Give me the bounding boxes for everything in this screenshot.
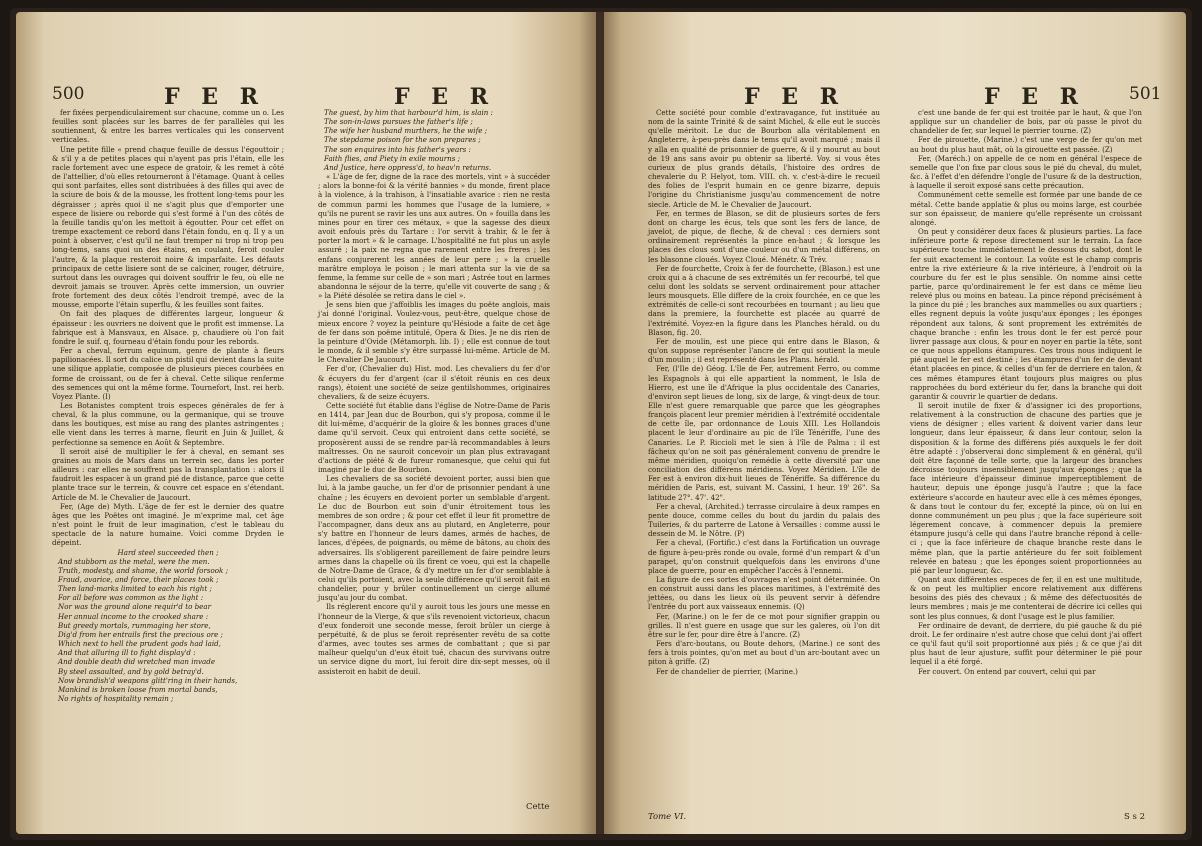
paragraph: Quant aux différentes especes de fer, il en est une multitude, & on peut les multiplier encore relativement aux différens besoins des piés des chevaux ; & même des défectuosités de leurs membres ; mais je me contenterai de décrire ici celles qui sont les plus connues, & dont l'usage est le plus familier. (910, 574, 1142, 621)
paragraph: Fer a cheval, (Archited.) terrasse circulaire à deux rampes en pente douce, comme celles du bout du jardin du palais des Tuileries, & du parterre de Latone à Versailles : comme aussi le dessein de M. le Nôtre. (P) (648, 501, 880, 539)
verse-line: The guest, by him that harbour'd him, is slain : (324, 108, 494, 117)
paragraph: Fer de fourchette, Croix à fer de fourchette, (Blason.) est une croix qui a à chacune de ses extrémités un fer recourbé, tel que celui dont les soldats se servent ordinairement pour attacher leurs mousquets. Elle differe de la croix fourchée, en ce que les extrémités de celle-ci sont recourbées en tournant ; au lieu que dans la premiere, la fourchette est placée au quarré de l'extrémité. Voyez-en la figure dans les Planches hérald. ou du Blason, fig. 20. (648, 263, 880, 337)
paragraph: Il seroit aisé de multiplier le fer à cheval, en semant ses graines au mois de Mars dans un terrein sec, dans les porter ailleurs : car elles ne souffrent pas la transplantation : alors il faudroit les espacer à un grand pié de distance, parce que cette plante trace sur le terrein, & couvre cet espace en s'étendant. Article de M. le Chevalier de Jaucourt. (52, 446, 284, 502)
paragraph: Fer couvert. On entend par couvert, celui qui par (918, 666, 1096, 676)
paragraph: Ils réglerent encore qu'il y auroit tous les jours une messe en l'honneur de la Vierge, & que s'ils revenoient victorieux, chacun d'eux fonderoit une seconde messe, feroit brûler un cierge à perpétuité, & de plus se feroit représenter revêtu de sa cotte d'armes, avec toutes ses armes de combattant ; que si par malheur quelqu'un d'eux étoit tué, chacun des survivans outre un service digne du mort, lui feroit dire dix-sept messes, où il assisteroit en habit de deuil. (318, 602, 550, 676)
paragraph: fer fixées perpendiculairement sur chacune, comme un o. Les feuilles sont placées sur les barres de fer parallèles qui les soutiennent, & entre les barres verticales qui les conservent verticales. (52, 108, 284, 145)
paragraph: c'est une bande de fer qui est troitée par le haut, & que l'on applique sur un chandelier de bois, par où passe le pivot du chandelier de fer, sur lequel le pierrier tourne. (Z) (910, 108, 1142, 136)
paragraph: On fait des plaques de différentes largeur, longueur & épaisseur : les ouvriers ne doivent que le profit est immense. La fabrique est à Mansvaux, en Alsace. p, chaudiere où l'on fait fondre le suif. q, fourneau d'étain fondu pour les rebords. (52, 309, 284, 346)
right-running-head-1: F E R (744, 84, 845, 110)
paragraph: Les chevaliers de sa société devoient porter, aussi bien que lui, à la jambe gauche, un fer d'or de prisonnier pendant à une chaîne ; les écuyers en devoient porter un semblable d'argent. Le duc de Bourbon eut soin d'unir étroitement tous les membres de son ordre ; & pour cet effet il leur fit promettre de l'accompagner, dans deux ans au plutard, en Angleterre, pour s'y battre en l'honneur de leurs dames, armés de haches, de lances, d'épées, de poignards, ou même de bâtons, au choix des adversaires. Ils s'obligerent pareillement de faire peindre leurs armes dans la chapelle où ils firent ce voeu, qui est la chapelle de Notre-Dame de Grace, & d'y mettre un fer d'or semblable à celui qu'ils portoient, avec la seule différence qu'il seroit fait en chandelier, pour y brûler continuellement un cierge allumé jusqu'au jour du combat. (318, 474, 550, 603)
verse-line: No rights of hospitality remain ; (58, 694, 174, 703)
right-page-number: 501 (1129, 84, 1162, 104)
verse-line: Now brandish'd weapons glitt'ring in their hands, (58, 675, 238, 685)
left-page-number: 500 (52, 84, 85, 104)
paragraph: Fers d'arc-boutans, ou Boute dehors, (Marine.) ce sont des fers à trois pointes, qu'on met au bout d'un arc-boutant avec un piton à griffe. (Z) (648, 639, 880, 667)
paragraph: Fer, (Marine.) on le fer de ce mot pour signifier grappin ou grilles. Il n'est guere en usage que sur les galeres, où l'on dit être sur le fer, pour dire être à l'ancre. (Z) (648, 611, 880, 639)
right-page (604, 12, 1186, 834)
verse-line: Then land-marks limited to each his right ; (58, 584, 212, 594)
verse-line: The son enquires into his father's years : (324, 144, 471, 154)
verse-line: And double death did wretched man invade (58, 657, 216, 667)
paragraph: Fer, (Age de) Myth. L'âge de fer est le dernier des quatre âges que les Poëtes ont imaginé. Je m'exprime mal, cet âge n'est point le fruit de leur imagination, c'est le tableau du spectacle de la nature humaine. Voici comme Dryden le dépeint. (52, 501, 284, 548)
paragraph: Une petite fille « prend chaque feuille de dessus l'égouttoir ; & s'il y a de petites places qui n'ayent pas pris l'étain, elle les racle fortement avec une espece de gratoir, & les remet à côté de l'attellier, d'où elles retourneront à l'étamage. Quant à celles qui sont parfaites, elles sont distribuées à des filles qui avec de la sciure de bois & de la mousse, les frottent long-tems pour les dégraisser ; après quoi il ne s'agit plus que d'emporter une espece de lisiere ou reborde qui s'est formé à l'un des côtés de la feuille tandis qu'on les mettoit à égoutter. Pour cet effet on trempe exactement ce rebord dans l'étain fondu, en q. Il y a un point à observer, c'est qu'il ne faut tremper ni trop ni trop peu long-tems, sans quoi un des étains, en coulant, feroit couler l'autre, & la plaque resteroit noire & imparfaite. Les défauts principaux de cette lisiere sont de se calciner, rouger, détruire, surtout dans les ouvrages qui doivent souffrir le feu, où elle ne devroit jamais se trouver. Après cette immersion, un ouvrier frote fortement des deux côtés l'endroit trempé, avec de la mousse, emporte l'étain superflu, & les feuilles sont faites. (52, 144, 284, 310)
right-column-2 (910, 108, 1142, 676)
verse-line: Hard steel succeeded then ; (117, 547, 219, 557)
verse-line: Fraud, avarice, and force, their places took ; (58, 574, 219, 584)
paragraph: Cette société fut établie dans l'église de Notre-Dame de Paris en 1414, par Jean duc de Bourbon, qui s'y proposa, comme il le dit lui-même, d'acquérir de la gloire & les bonnes graces d'une dame qu'il servoit. Ceux qui entroient dans cette société, se proposèrent aussi de se rendre par-là recommandables à leurs maîtresses. On ne sauroit concevoir un plan plus extravagant d'actions de piété & de fureur romanesque, que celui qui fut imaginé par le duc de Bourbon. (318, 401, 550, 475)
verse-line: And that alluring ill to fight display'd : (58, 648, 196, 658)
paragraph: Les Botanistes comptent trois especes générales de fer à cheval, & la plus commune, ou la germanique, qui se trouve dans les boutiques, est mise au rang des plantes astringentes ; elle vient dans les terres à marne, fleurit en Juin & Juillet, & perfectionne sa semence en Août & Septembre. (52, 401, 284, 447)
verse-line: But greedy mortals, rummaging her store, (58, 620, 211, 630)
signature-mark: S s 2 (1124, 812, 1145, 822)
paragraph: « L'âge de fer, digne de la race des mortels, vint » à succéder ; alors la bonne-foi & la vérité bannies » du monde, firent place à la violence, à la trahison, à l'insatiable avarice : rien ne resta de commun parmi les hommes que l'usage de la lumiere, » qu'ils ne purent se ravir les uns aux autres. On » fouilla dans les mines pour en tirer ces métaux, » que la sagesse des dieux avoit enfouis près du Tartare : l'or servit à trahir, & le fer à porter la mort » & le carnage. L'hospitalité ne fut plus un asyle assuré ; la paix ne regna que rarement entre les freres ; les enfans conjurerent les années de leur pere ; » la cruelle marâtre employa le poison ; le mari attenta sur la vie de sa femme, la femme sur celle de » son mari ; Astrée tout en larmes abandonna le séjour de la terre, qu'elle vit couverte de sang ; & » la Piété désolée se retira dans le ciel ». (318, 172, 550, 301)
paragraph: On peut y considérer deux faces & plusieurs parties. La face inférieure porte & repose directement sur le terrain. La face supérieure touche immédiatement le dessous du sabot, dont le fer suit exactement le contour. La voûte est le champ compris entre la rive extérieure & la rive intérieure, à l'endroit où la courbure du fer est le plus sensible. On nomme ainsi cette partie, parce qu'ordinairement le fer est dans ce même lieu relevé plus ou moins en bateau. La pince répond précisément à la pince du pié ; les branches aux mammelles ou aux quartiers ; elles regnent depuis la voûte jusqu'aux éponges ; les éponges répondent aux talons, & sont proprement les extrémités de chaque branche : enfin les trous dont le fer est percé pour livrer passage aux clous, & pour en noyer en partie la tête, sont ce que nous appellons étampures. Ces trous nous indiquent le pié auquel le fer est destiné ; les étampures d'un fer de devant étant placées en pince, & celles d'un fer de derriere en talon, & ces mêmes étampures étant toujours plus maigres ou plus rapprochées du bord extérieur du fer, dans la branche qui doit garantir & couvrir le quartier de dedans. (910, 227, 1142, 401)
verse-line: By steel assaulted, and by gold betray'd. (58, 666, 204, 676)
verse-line: The wife her husband murthers, he the wife ; (324, 126, 488, 136)
right-column-1 (648, 108, 880, 676)
verse-line: Faith flies, and Piety in exile mourns ; (324, 153, 461, 163)
left-column-2 (318, 108, 550, 676)
verse-line: Her annual income to the crooked share : (58, 611, 209, 621)
left-column-1 (52, 108, 284, 703)
left-page (16, 12, 596, 834)
paragraph: Fer, (l'Ile de) Géog. L'île de Fer, autrement Ferro, ou comme les Espagnols à qui elle appartient la nomment, le Isla de Hierro, est une île d'Afrique la plus occidentale des Canaries, d'environ sept lieues de long, six de large, & vingt-deux de tour. Elle n'est guere remarquable que parce que les géographes françois placent leur premier méridien à l'extrémité occidentale de cette île, par ordonnance de Louis XIII. Les Hollandois placent le leur d'ordinaire au pic de l'île Ténériffe, l'une des Canaries. Le P. Riccioli met le sien à l'île de Palma : il est fâcheux qu'on ne soit pas généralement convenu de prendre le même méridien, quoiqu'on remédie à cette diversité par une conciliation des différens méridiens. Voyez Méridien. L'île de Fer est à environ dix-huit lieues de Ténériffe. Sa différence du méridien de Paris, est, suivant M. Cassini, 1 heur. 19' 26". Sa latitude 27°. 47'. 42". (648, 364, 880, 502)
book-spread (10, 8, 1192, 840)
book-gutter (596, 12, 604, 834)
paragraph: Fer a cheval, ferrum equinum, genre de plante à fleurs papilionacées. Il sort du calice un pistil qui devient dans la suite une silique applatie, composée de plusieurs pieces courbées en forme de croissant, ou de fer à cheval. Cette silique renferme des semences qui ont la même forme. Tournefort, Inst. rei herb. Voyez Plante. (I) (52, 346, 284, 401)
paragraph: Je sens bien que j'affoiblis les images du poëte anglois, mais j'ai donné l'original. Voulez-vous, peut-être, quelque chose de mieux encore ? voyez la peinture qu'Hésiode a faite de cet âge de fer dans son poëme intitulé, Opera & Dies. Je ne dis rien de la peinture d'Ovide (Métamorph. lib. I) ; elle est connue de tout le monde, & il semble s'y être surpassé lui-même. Article de M. le Chevalier De Jaucourt. (318, 300, 550, 365)
verse-line: Mankind is broken loose from mortal bands, (58, 684, 218, 694)
paragraph: Cette société pour comble d'extravagance, fut instituée au nom de la sainte Trinité & de saint Michel, & elle eut le succès qu'elle méritoit. Le duc de Bourbon alla véritablement en Angleterre, à-peu-près dans le tems qu'il avoit marqué ; mais il y alla en qualité de prisonnier de guerre, & il y mourut au bout de 19 ans sans avoir pu obtenir sa liberté. Voy. si vous êtes curieux de plus grands détails, l'histoire des ordres de chevalerie du P. Helyot, tom. VIII. ch. v. c'est-à-dire le recueil des folies de l'esprit humain en ce genre bizarre, depuis l'origine du Christianisme jusqu'au commencement de notre siecle. Article de M. le Chevalier de Jaucourt. (648, 108, 880, 209)
paragraph: Fer a cheval, (Fortific.) c'est dans la Fortification un ouvrage de figure à-peu-près ronde ou ovale, formé d'un rempart & d'un parapet, qu'on construit quelquefois dans les environs d'une place de guerre, pour en empêcher l'accès à l'ennemi. (648, 538, 880, 575)
verse-line: And Justice, here oppress'd, to heav'n returns. (324, 162, 492, 172)
verse-line: The stepdame poison for the son prepares ; (324, 135, 481, 145)
paragraph: Fer, (Maréch.) on appelle de ce nom en général l'espece de semelle que l'on fixe par clous sous le pié du cheval, du mulet, &c. à l'effet d'en défendre l'ongle de l'usure & de la destruction, à laquelle il seroit exposé sans cette précaution. (910, 153, 1142, 191)
verse-line: And stubborn as the metal, were the men. (58, 556, 210, 566)
verse-line: Nor was the ground alone requir'd to bear (58, 602, 211, 612)
right-running-head-2: F E R (984, 84, 1085, 110)
verse-line: The son-in-laws pursues the father's life ; (324, 117, 473, 127)
verse-line: Truth, modesty, and shame, the world forsook ; (58, 565, 228, 575)
volume-footer: Tome VI. (648, 812, 687, 822)
catchword: Cette (526, 802, 550, 812)
verse-line: For all before was common as the light : (58, 593, 204, 603)
paragraph: Fer d'or, (Chevalier du) Hist. mod. Les chevaliers du fer d'or & écuyers du fer d'argent (car il s'étoit réunis en ces deux rangs), étoient une société de seize gentilshommes, originaires chevaliers, & de seize écuyers. (318, 364, 550, 401)
paragraph: Fer, en termes de Blason, se dit de plusieurs sortes de fers dont on charge les écus, tels que sont les fers de lance, de javelot, de pique, de fleche, & de cheval : ces derniers sont ordinairement représentés la pince en-haut ; & lorsque les places des clous sont d'une couleur ou d'un métal différens, on les blasonne cloués. Voyez Cloué. Ménétr. & Trév. (648, 208, 880, 264)
paragraph: Fer ordinaire de devant, de derriere, du pié gauche & du pié droit. Le fer ordinaire n'est autre chose que celui dont j'ai offert ce qu'il faut qu'il soit proportionné aux piés ; & ce que j'ai dit plus haut de leur ajusture, suffit pour déterminer le pié pour lequel il a été forgé. (910, 620, 1142, 667)
paragraph: Fer de chandelier de pierrier, (Marine.) (656, 666, 798, 676)
paragraph: Fer de moulin, est une piece qui entre dans le Blason, & qu'on suppose représenter l'ancre de fer qui soutient la meule d'un moulin ; il est représenté dans les Plans. hérald. (648, 336, 880, 365)
paragraph: La figure de ces sortes d'ouvrages n'est point déterminée. On en construit aussi dans les places maritimes, à l'extrémité des jettées, ou dans les lieux où ils peuvent servir à défendre l'entrée du port aux vaisseaux ennemis. (Q) (648, 574, 880, 612)
verse-line: Which next to hell the prudent gods had laid, (58, 639, 221, 649)
paragraph: Communément cette semelle est formée par une bande de ce métal. Cette bande applatie & plus ou moins large, est courbée sur son épaisseur, de maniere qu'elle représente un croissant alongé. (910, 190, 1142, 227)
left-running-head-2: F E R (394, 84, 495, 110)
paragraph: Il seroit inutile de fixer & d'assigner ici des proportions, relativement à la construction de chacune des parties que je viens de désigner ; elles varient & doivent varier dans leur longueur, dans leur épaisseur, & dans leur contour, selon la disposition & la forme des différens piés auxquels le fer doit être adapté : j'observerai donc simplement & en général, qu'il doit être façonné de telle sorte, que la largeur des branches décroisse toujours insensiblement jusqu'aux éponges ; que la face intérieure d'épaisseur diminue imperceptiblement de hauteur, depuis une éponge jusqu'à l'autre ; que la face extérieure s'accorde en hauteur avec elle à ces mêmes éponges, & dans tout le contour du fer, excepté la pince, où on lui en donne communément un peu plus ; que la face supérieure soit légerement concave, à commencer depuis la premiere étampure jusqu'à celle qui dans l'autre branche répond à celle-ci ; que la face inférieure de chaque branche reste dans le même plan, que la partie antérieure du fer soit foiblement relevée en bateau ; que les éponges soient proportionnées au pié par leur longueur, &c. (910, 401, 1142, 575)
paragraph: Fer de pirouette, (Marine.) c'est une verge de fer qu'on met au bout du plus haut mât, où la girouette est passée. (Z) (910, 135, 1142, 154)
verse-line: Dig'd from her entrails first the precious ore ; (58, 629, 223, 639)
left-running-head-1: F E R (164, 84, 265, 110)
